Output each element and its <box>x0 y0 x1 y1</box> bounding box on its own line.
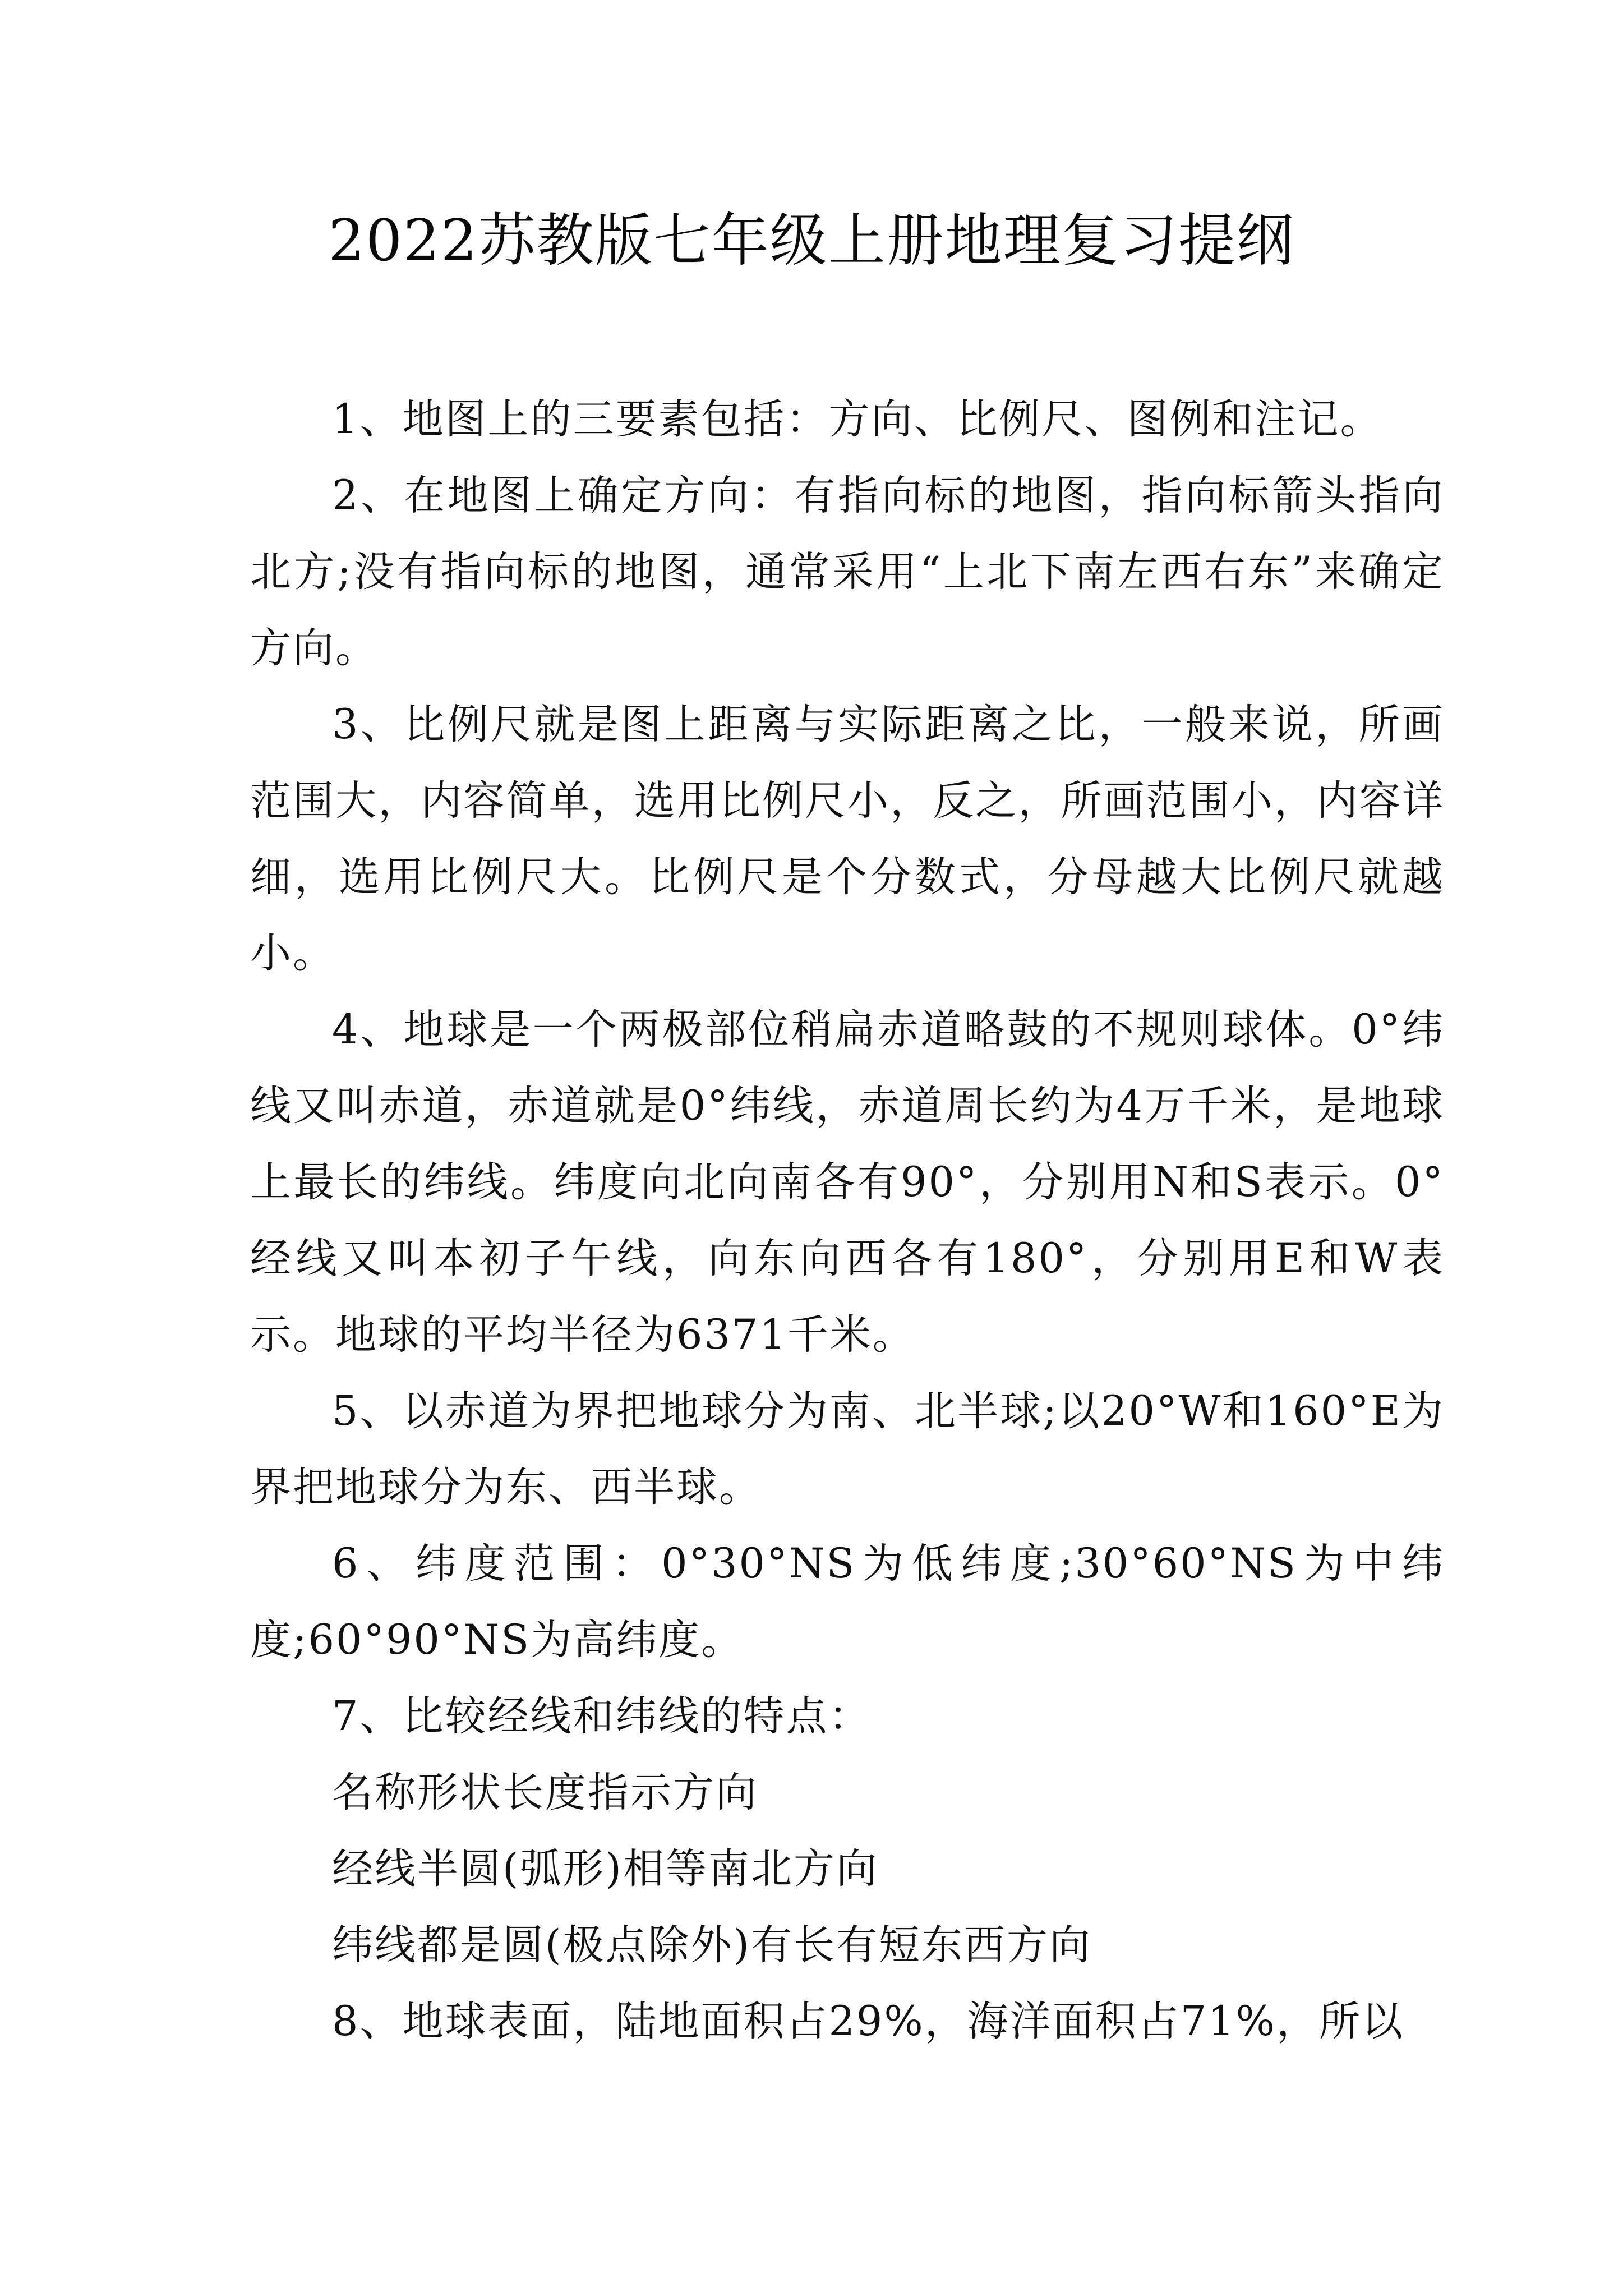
paragraph-5: 5、以赤道为界把地球分为南、北半球;以20°W和160°E为界把地球分为东、西半球。 <box>250 1387 1445 1511</box>
table-header-row: 名称形状长度指示方向 <box>332 1769 758 1816</box>
table-row-meridian: 经线半圆(弧形)相等南北方向 <box>332 1845 879 1893</box>
paragraph-1: 1、地图上的三要素包括：方向、比例尺、图例和注记。 <box>332 395 1383 443</box>
paragraph-3: 3、比例尺就是图上距离与实际距离之比，一般来说，所画范围大，内容简单，选用比例尺小，反之，所画范围小，内容详细，选用比例尺大。比例尺是个分数式，分母越大比例尺就越小。 <box>250 701 1445 977</box>
document-body <box>250 381 1445 2060</box>
paragraph-6: 6、纬度范围：0°30°NS为低纬度;30°60°NS为中纬度;60°90°NS为高纬度。 <box>250 1540 1445 1664</box>
table-row-parallel: 纬线都是圆(极点除外)有长有短东西方向 <box>332 1921 1092 1969</box>
paragraph-8: 8、地球表面，陆地面积占29%，海洋面积占71%，所以 <box>332 1998 1404 2045</box>
paragraph-2: 2、在地图上确定方向：有指向标的地图，指向标箭头指向北方;没有指向标的地图，通常采用“上北下南左西右东”来确定方向。 <box>250 472 1445 672</box>
paragraph-7: 7、比较经线和纬线的特点： <box>332 1692 872 1740</box>
document-title: 2022苏教版七年级上册地理复习提纲 <box>328 208 1295 274</box>
paragraph-4: 4、地球是一个两极部位稍扁赤道略鼓的不规则球体。0°纬线又叫赤道，赤道就是0°纬线，赤道周长约为4万千米，是地球上最长的纬线。纬度向北向南各有90°，分别用N和S表示。0°经线又叫本初子午线，向东向西各有180°，分别用E和W表示。地球的平均半径为6371千米。 <box>250 1006 1445 1359</box>
